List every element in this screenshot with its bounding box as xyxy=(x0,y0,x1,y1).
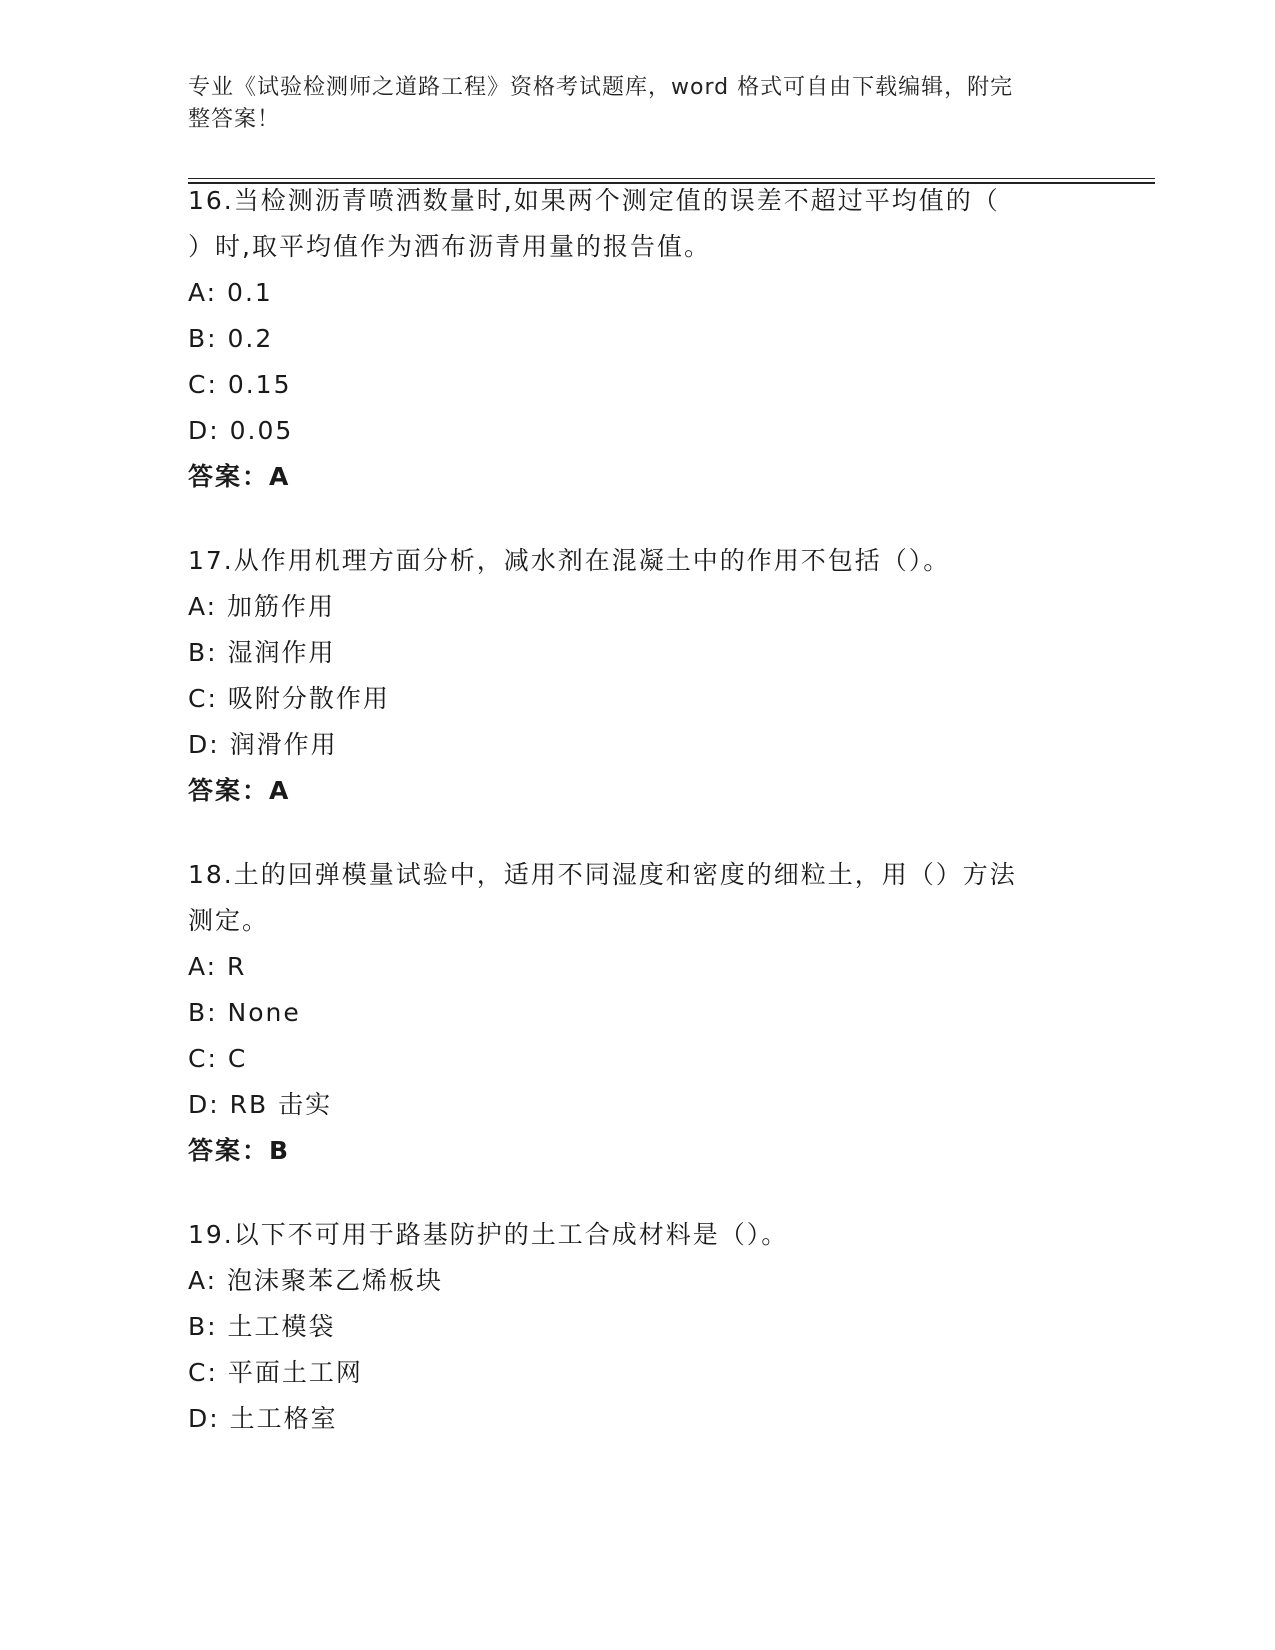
document-header xyxy=(188,72,1068,136)
question-stem: 16.当检测沥青喷洒数量时,如果两个测定值的误差不超过平均值的（ xyxy=(188,186,1000,215)
option-c: C: 0.15 xyxy=(188,370,292,399)
option-a: A: 加筋作用 xyxy=(188,592,336,621)
question-17 xyxy=(188,538,1088,814)
option-b: B: 0.2 xyxy=(188,324,274,353)
option-b: B: 土工模袋 xyxy=(188,1312,336,1341)
question-19 xyxy=(188,1212,1088,1442)
question-stem: 17.从作用机理方面分析，减水剂在混凝土中的作用不包括（）。 xyxy=(188,546,951,575)
header-line-2: 整答案！ xyxy=(188,107,281,132)
option-c: C: 吸附分散作用 xyxy=(188,684,390,713)
option-d: D: 土工格室 xyxy=(188,1404,338,1433)
answer: 答案：B xyxy=(188,1136,291,1165)
question-16 xyxy=(188,178,1088,500)
option-a: A: 泡沫聚苯乙烯板块 xyxy=(188,1266,444,1295)
answer: 答案：A xyxy=(188,776,291,805)
option-b: B: 湿润作用 xyxy=(188,638,336,667)
option-d: D: 0.05 xyxy=(188,416,294,445)
option-a: A: 0.1 xyxy=(188,278,273,307)
question-stem-continued: ）时,取平均值作为洒布沥青用量的报告值。 xyxy=(188,232,711,261)
header-line-1: 专业《试验检测师之道路工程》资格考试题库，word 格式可自由下载编辑，附完 xyxy=(188,75,1014,100)
option-b: B: None xyxy=(188,998,301,1027)
option-d: D: 润滑作用 xyxy=(188,730,338,759)
answer: 答案：A xyxy=(188,462,291,491)
option-c: C: C xyxy=(188,1044,248,1073)
question-18 xyxy=(188,852,1088,1174)
question-stem: 18.土的回弹模量试验中，适用不同湿度和密度的细粒土，用（）方法 xyxy=(188,860,1017,889)
option-c: C: 平面土工网 xyxy=(188,1358,363,1387)
option-d: D: RB 击实 xyxy=(188,1090,333,1119)
question-stem-continued: 测定。 xyxy=(188,906,270,935)
option-a: A: R xyxy=(188,952,247,981)
question-stem: 19.以下不可用于路基防护的土工合成材料是（）。 xyxy=(188,1220,789,1249)
